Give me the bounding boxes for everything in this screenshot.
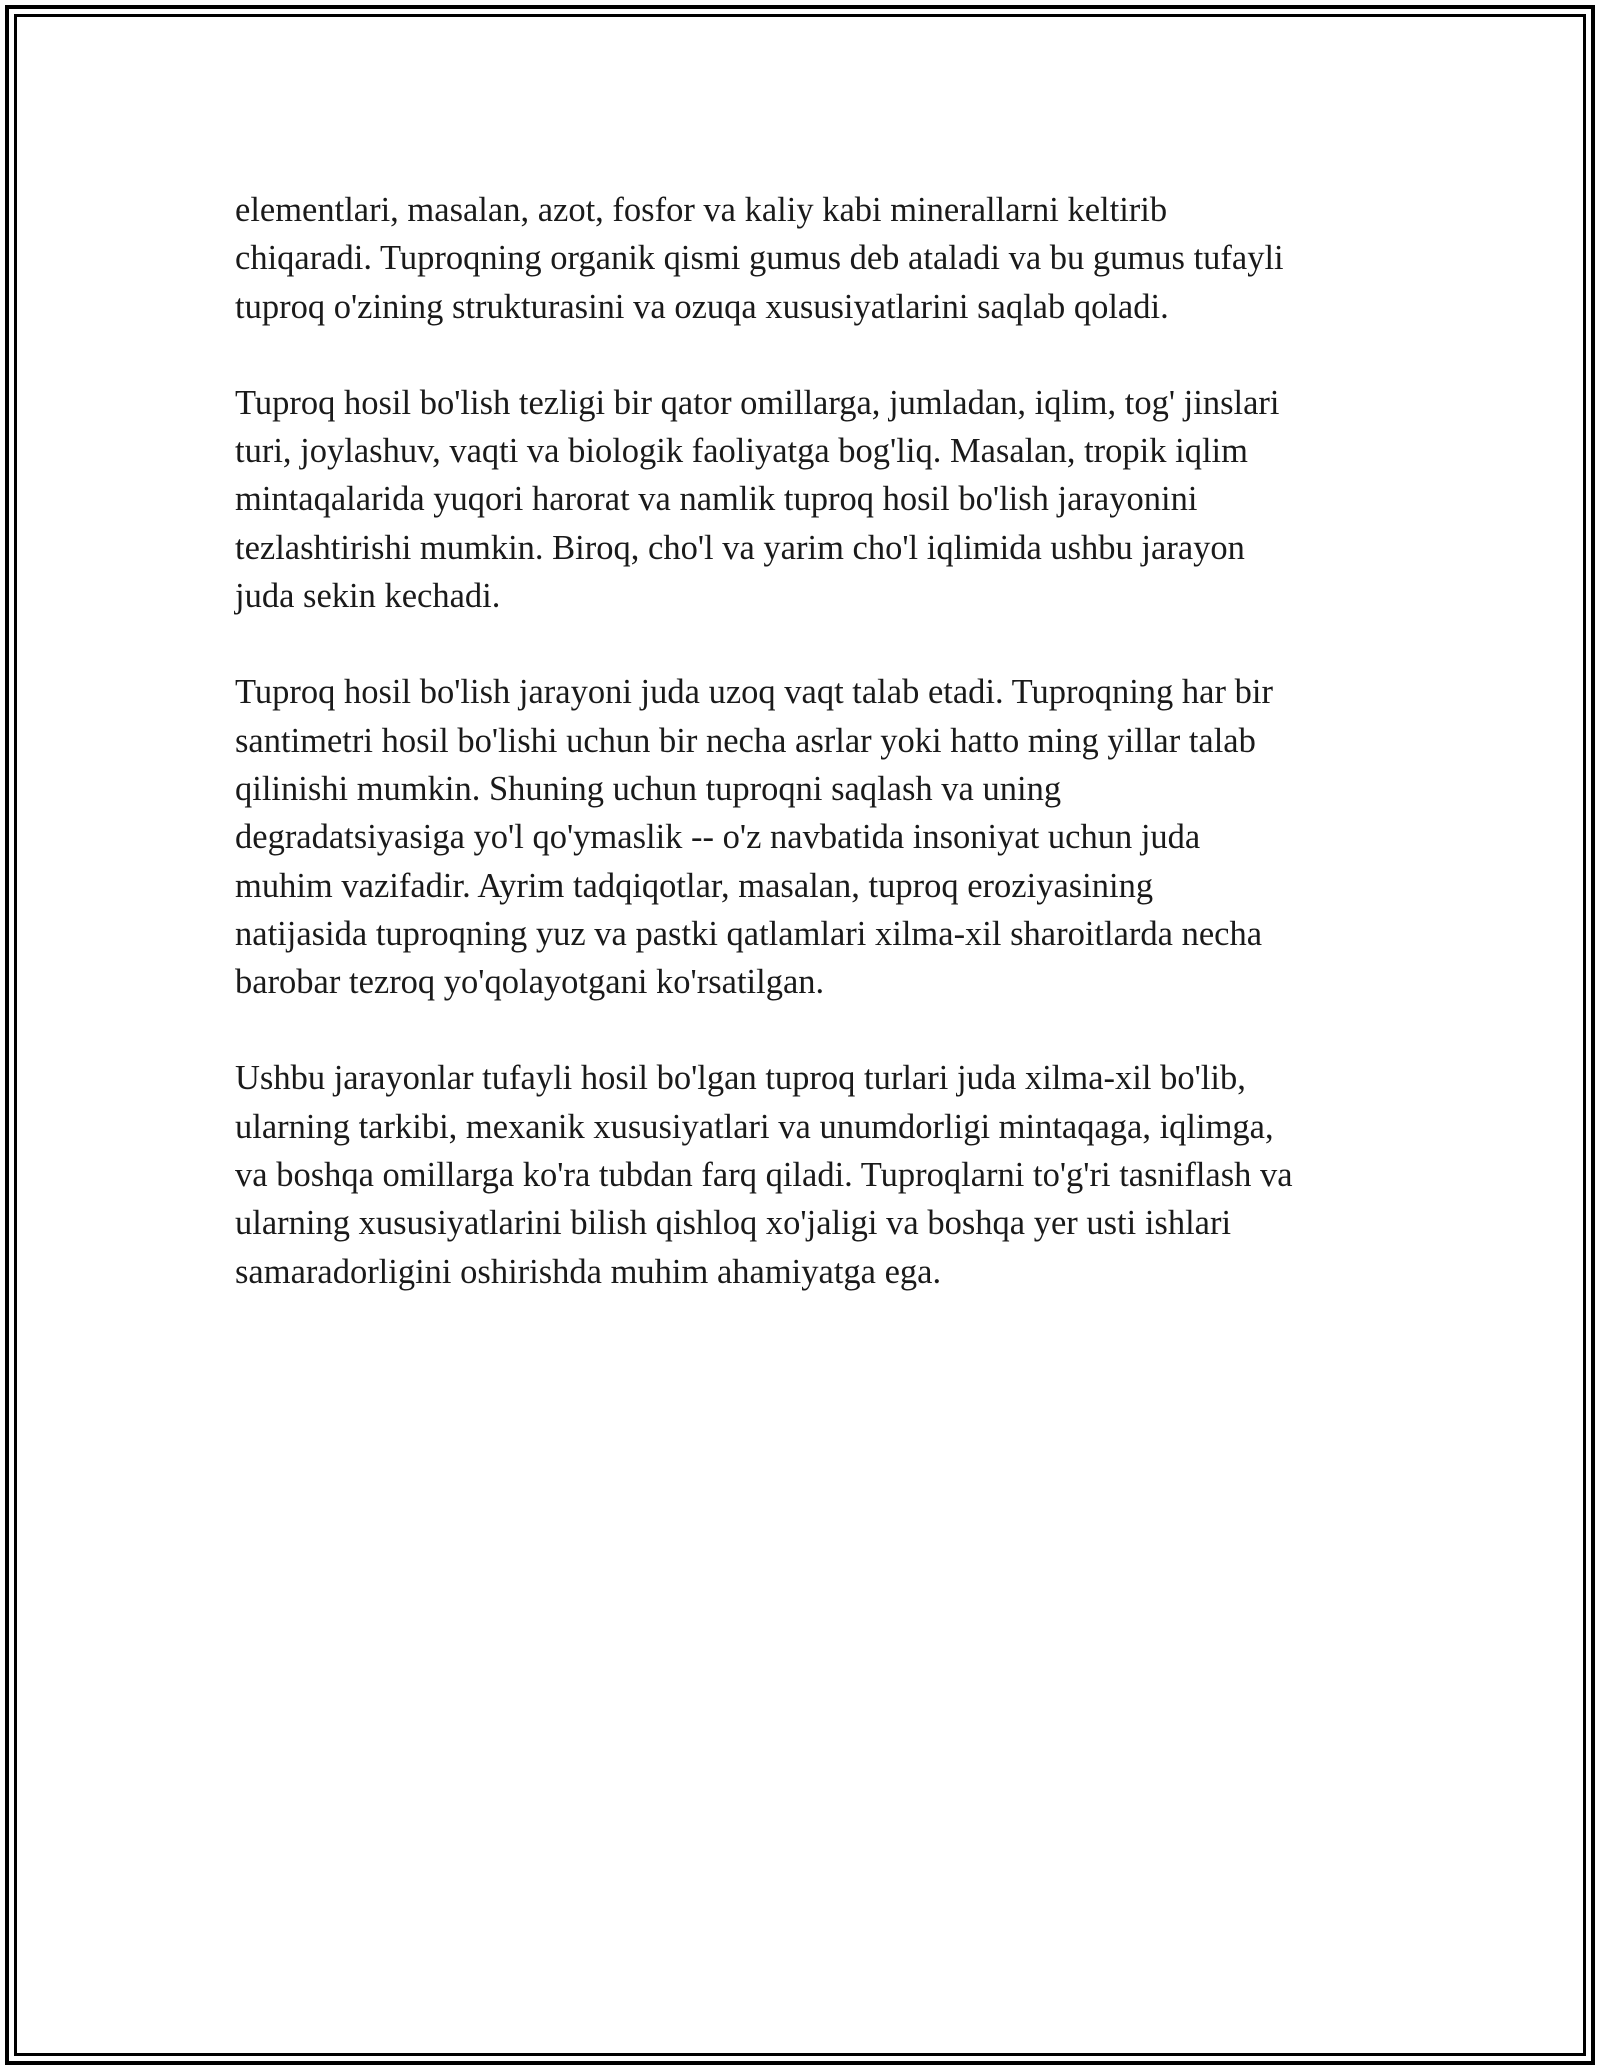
text-line: mintaqalarida yuqori harorat va namlik tuproq hosil bo'lish jarayonini bbox=[235, 480, 1198, 519]
text-line: degradatsiyasiga yo'l qo'ymaslik -- o'z navbatida insoniyat uchun juda bbox=[235, 818, 1201, 857]
text-line: barobar tezroq yo'qolayotgani ko'rsatilgan. bbox=[235, 963, 825, 1002]
text-line: santimetri hosil bo'lishi uchun bir necha asrlar yoki hatto ming yillar talab bbox=[235, 721, 1256, 760]
text-line: natijasida tuproqning yuz va pastki qatlamlari xilma-xil sharoitlarda necha bbox=[235, 914, 1263, 953]
paragraph-1 bbox=[235, 186, 1375, 331]
text-line: qilinishi mumkin. Shuning uchun tuproqni saqlash va uning bbox=[235, 769, 1062, 808]
text-line: juda sekin kechadi. bbox=[235, 577, 501, 616]
paragraph-4 bbox=[235, 1054, 1375, 1295]
text-line: Tuproq hosil bo'lish jarayoni juda uzoq vaqt talab etadi. Tuproqning har bir bbox=[235, 673, 1273, 712]
text-line: muhim vazifadir. Ayrim tadqiqotlar, masalan, tuproq eroziyasining bbox=[235, 866, 1154, 905]
text-line: ularning tarkibi, mexanik xususiyatlari va unumdorligi mintaqaga, iqlimga, bbox=[235, 1107, 1274, 1146]
paragraph-3 bbox=[235, 668, 1375, 1006]
text-line: Tuproq hosil bo'lish tezligi bir qator omillarga, jumladan, iqlim, tog' jinslari bbox=[235, 383, 1280, 422]
document-body bbox=[235, 186, 1375, 1344]
text-line: turi, joylashuv, vaqti va biologik faoliyatga bog'liq. Masalan, tropik iqlim bbox=[235, 432, 1248, 471]
text-line: va boshqa omillarga ko'ra tubdan farq qiladi. Tuproqlarni to'g'ri tasniflash va bbox=[235, 1156, 1293, 1195]
text-line: tezlashtirishi mumkin. Biroq, cho'l va yarim cho'l iqlimida ushbu jarayon bbox=[235, 528, 1245, 567]
text-line: elementlari, masalan, azot, fosfor va kaliy kabi minerallarni keltirib bbox=[235, 191, 1168, 229]
paragraph-2 bbox=[235, 379, 1375, 620]
text-line: samaradorligini oshirishda muhim ahamiyatga ega. bbox=[235, 1252, 942, 1291]
text-line: Ushbu jarayonlar tufayli hosil bo'lgan tuproq turlari juda xilma-xil bo'lib, bbox=[235, 1059, 1246, 1098]
text-line: tuproq o'zining strukturasini va ozuqa xususiyatlarini saqlab qoladi. bbox=[235, 287, 1169, 326]
text-line: ularning xususiyatlarini bilish qishloq xo'jaligi va boshqa yer usti ishlari bbox=[235, 1204, 1232, 1243]
text-line: chiqaradi. Tuproqning organik qismi gumus deb ataladi va bu gumus tufayli bbox=[235, 239, 1284, 278]
